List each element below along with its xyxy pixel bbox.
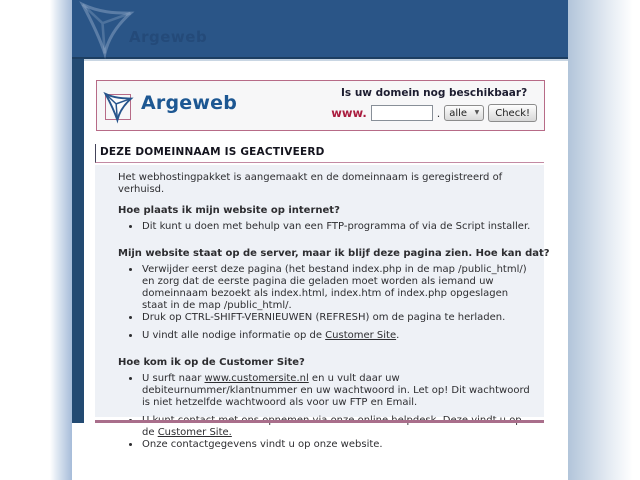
domain-input[interactable] — [371, 105, 433, 121]
tld-select[interactable] — [444, 105, 484, 121]
page-title: DEZE DOMEINNAAM IS GEACTIVEERD — [95, 144, 544, 163]
top-banner — [72, 0, 568, 59]
brand-wordmark: Argeweb — [141, 92, 238, 114]
domain-dot: . — [436, 106, 441, 120]
header-box — [96, 80, 545, 131]
list-item: • Verwijder eerst deze pagina (het bestand index.php in de map /public_html/) en zorg dat de eerste pagina die geladen moet worden als iemand uw domeinnaam bezoekt als index.html, index.htm of index.php opgeslagen staat in de map /public_html/. — [141, 264, 534, 312]
faq-sections — [118, 205, 550, 451]
list-item: • Druk op CTRL-SHIFT-VERNIEUWEN (REFRESH) om de pagina te herladen. — [141, 312, 534, 324]
section-heading: Hoe plaats ik mijn website op internet? — [118, 205, 340, 216]
bullet-list — [118, 264, 534, 342]
domain-check-question: Is uw domein nog beschikbaar? — [341, 87, 528, 99]
www-prefix: www. — [331, 106, 367, 120]
intro-paragraph: Het webhostingpakket is aangemaakt en de domeinnaam is geregistreerd of verhuisd. — [118, 172, 503, 195]
section-heading: Hoe kom ik op de Customer Site? — [118, 357, 305, 368]
domain-check-widget — [331, 87, 537, 122]
customer-site-link[interactable]: Customer Site — [325, 330, 397, 341]
right-page-shadow — [568, 0, 640, 480]
check-button[interactable]: Check! — [488, 104, 537, 122]
banner-separator — [84, 59, 568, 61]
list-item: • U surft naar www.customersite.nl en u vult daar uw debiteurnummer/klantnummer en uw wachtwoord in. Let op! Dit wachtwoord is niet hetzelfde wachtwoord als voor uw FTP en Email. — [141, 373, 534, 409]
list-item: • U vindt alle nodige informatie op de Customer Site. — [141, 330, 534, 342]
bullet-list — [118, 221, 534, 233]
left-navy-bar — [72, 0, 84, 423]
customersite-url-link[interactable]: www.customersite.nl — [204, 373, 309, 384]
argeweb-logo-icon — [105, 94, 131, 120]
customer-site-link[interactable]: Customer Site. — [157, 427, 232, 438]
footer-divider — [95, 420, 544, 423]
content-box — [95, 165, 550, 450]
list-item: • Dit kunt u doen met behulp van een FTP-programma of via de Script installer. — [141, 221, 534, 233]
argeweb-logo-watermark-icon — [75, 1, 137, 61]
tld-select-value: alle — [449, 107, 468, 119]
section-heading: Mijn website staat op de server, maar ik blijf deze pagina zien. Hoe kan dat? — [118, 248, 550, 259]
banner-watermark-text: Argeweb — [129, 28, 208, 46]
bullet-list — [118, 373, 534, 451]
left-page-shadow — [50, 0, 72, 480]
chevron-down-icon: ▼ — [474, 109, 480, 116]
list-item: • de Customer Site. — [141, 415, 534, 439]
list-item: • Onze contactgegevens vindt u op onze website. — [141, 439, 534, 451]
